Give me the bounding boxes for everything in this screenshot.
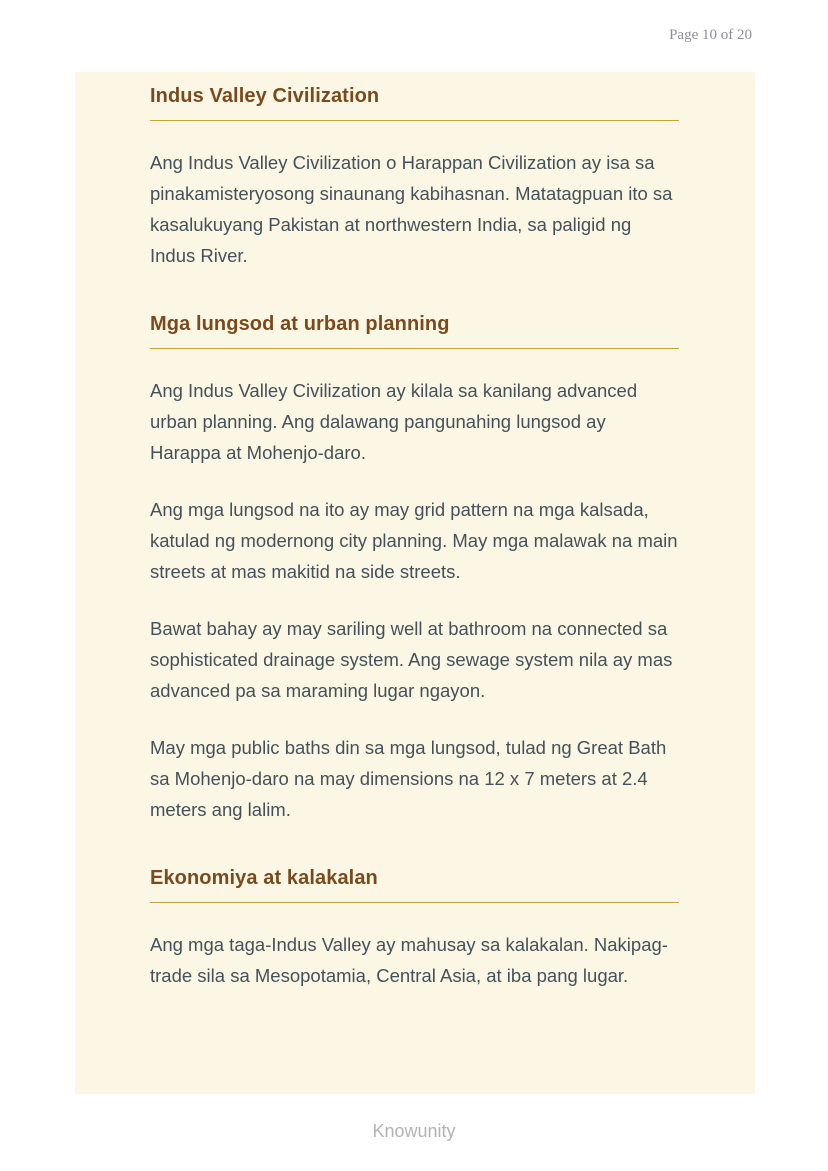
footer-brand: Knowunity — [372, 1121, 456, 1141]
document-section — [150, 83, 679, 271]
section-heading: Ekonomiya at kalakalan — [150, 865, 679, 903]
document-section — [150, 865, 679, 991]
page-indicator: Page 10 of 20 — [669, 27, 752, 43]
section-paragraph: May mga public baths din sa mga lungsod, tulad ng Great Bath sa Mohenjo-daro na may dimensions na 12 x 7 meters at 2.4 meters ang lalim. — [150, 737, 667, 820]
section-paragraph: Ang mga taga-Indus Valley ay mahusay sa kalakalan. Nakipag-trade sila sa Mesopotamia, Central Asia, at iba pang lugar. — [150, 934, 668, 986]
document-panel — [75, 72, 755, 1094]
document-section — [150, 311, 679, 825]
section-heading: Mga lungsod at urban planning — [150, 311, 679, 349]
section-heading: Indus Valley Civilization — [150, 83, 679, 121]
section-paragraph: Ang Indus Valley Civilization ay kilala sa kanilang advanced urban planning. Ang dalawang pangunahing lungsod ay Harappa at Mohenjo-daro. — [150, 380, 638, 463]
section-paragraph: Bawat bahay ay may sariling well at bathroom na connected sa sophisticated drainage system. Ang sewage system nila ay mas advanced pa sa maraming lugar ngayon. — [150, 618, 673, 701]
section-paragraph: Ang Indus Valley Civilization o Harappan Civilization ay isa sa pinakamisteryosong sinaunang kabihasnan. Matatagpuan ito sa kasalukuyang Pakistan at northwestern India, sa paligid ng Indus River. — [150, 152, 673, 266]
section-paragraph: Ang mga lungsod na ito ay may grid pattern na mga kalsada, katulad ng modernong city planning. May mga malawak na main streets at mas makitid na side streets. — [150, 499, 678, 582]
document-content — [150, 83, 679, 991]
